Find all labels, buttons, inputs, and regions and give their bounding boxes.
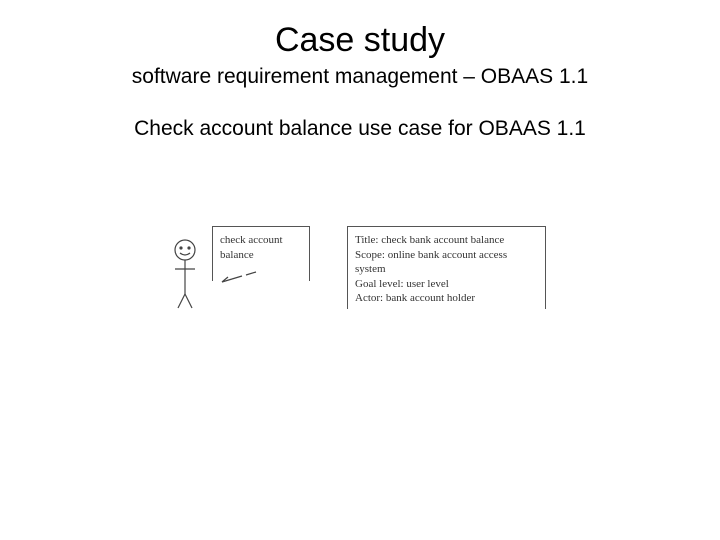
use-case-label (220, 233, 306, 263)
actor-stick-figure-icon (168, 236, 202, 312)
slide-subtitle: software requirement management – OBAAS 1.1 (131, 65, 589, 88)
use-case-figure (160, 222, 560, 312)
figure-caption: Check account balance use case for OBAAS 1.1 (134, 117, 586, 140)
description-line: Title: check bank account balance (355, 234, 505, 246)
description-line: Actor: bank account holder (355, 292, 476, 304)
use-case-description (355, 233, 543, 306)
description-line: Scope: online bank account access (355, 248, 508, 261)
association-arrow-icon (218, 268, 258, 286)
use-case-description-box (347, 226, 546, 309)
slide-title: Case study (274, 21, 446, 59)
description-line: system (355, 263, 386, 275)
description-line: Goal level: user level (355, 277, 449, 290)
use-case-label-line1: check account (220, 234, 283, 246)
use-case-label-line2: balance (220, 249, 254, 261)
